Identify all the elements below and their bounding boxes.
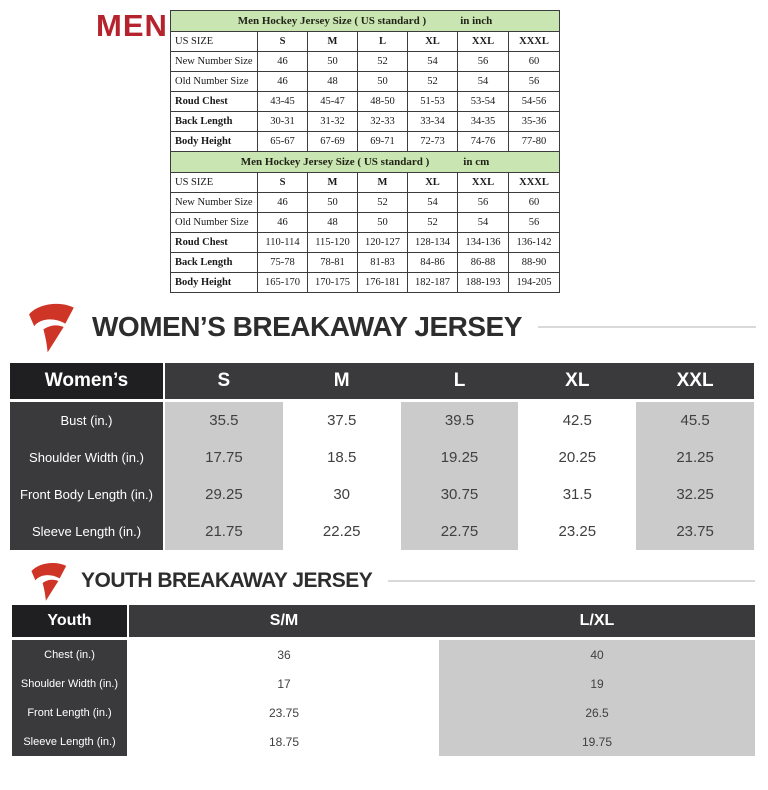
men-table-header [171, 152, 560, 173]
measurement-value: 39.5 [401, 402, 519, 439]
measurement-value: 17.75 [165, 439, 283, 476]
men-table-row [171, 213, 560, 233]
measurement-value: 30 [283, 476, 401, 513]
measurement-value: 74-76 [458, 132, 509, 152]
youth-size-table [12, 605, 755, 756]
measurement-value: 50 [308, 193, 358, 213]
measurement-value: 52 [408, 213, 458, 233]
women-section-header [24, 298, 756, 356]
size-column-header: L [401, 363, 519, 402]
size-column-header: XL [518, 363, 636, 402]
size-column-header: M [283, 363, 401, 402]
measurement-value: 45.5 [636, 402, 754, 439]
row-label: Front Length (in.) [12, 698, 129, 727]
row-label: Front Body Length (in.) [10, 476, 165, 513]
measurement-value: 48-50 [358, 92, 408, 112]
measurement-value: 40 [439, 640, 755, 669]
measurement-value: 37.5 [283, 402, 401, 439]
measurement-value: 20.25 [518, 439, 636, 476]
measurement-value: 33-34 [408, 112, 458, 132]
row-label: Old Number Size [171, 72, 258, 92]
measurement-value: 48 [308, 72, 358, 92]
measurement-value: 182-187 [408, 273, 458, 293]
size-column-header: XXL [458, 173, 509, 193]
men-table-row [171, 52, 560, 72]
men-table-row [171, 193, 560, 213]
measurement-value: 23.25 [518, 513, 636, 550]
row-label: Bust (in.) [10, 402, 165, 439]
row-label: Body Height [171, 273, 258, 293]
measurement-value: 23.75 [636, 513, 754, 550]
brand-flag-logo-icon [24, 300, 78, 354]
measurement-value: 75-78 [258, 253, 308, 273]
measurement-value: 18.5 [283, 439, 401, 476]
size-column-header: XXL [636, 363, 754, 402]
measurement-value: 19 [439, 669, 755, 698]
size-column-header: M [308, 173, 358, 193]
measurement-value: 84-86 [408, 253, 458, 273]
size-column-header: L/XL [439, 605, 755, 640]
size-column-header: XXXL [509, 173, 560, 193]
row-label: Body Height [171, 132, 258, 152]
row-label: Back Length [171, 112, 258, 132]
measurement-value: 19.25 [401, 439, 519, 476]
measurement-value: 115-120 [308, 233, 358, 253]
size-column-header: S [258, 32, 308, 52]
row-label: Sleeve Length (in.) [10, 513, 165, 550]
measurement-value: 29.25 [165, 476, 283, 513]
row-label: Shoulder Width (in.) [10, 439, 165, 476]
measurement-value: 69-71 [358, 132, 408, 152]
measurement-value: 48 [308, 213, 358, 233]
measurement-value: 43-45 [258, 92, 308, 112]
measurement-value: 54 [408, 193, 458, 213]
measurement-value: 88-90 [509, 253, 560, 273]
measurement-value: 18.75 [129, 727, 439, 756]
measurement-value: 50 [358, 213, 408, 233]
measurement-value: 78-81 [308, 253, 358, 273]
measurement-value: 36 [129, 640, 439, 669]
measurement-value: 77-80 [509, 132, 560, 152]
measurement-value: 56 [509, 72, 560, 92]
measurement-value: 52 [358, 52, 408, 72]
measurement-value: 21.75 [165, 513, 283, 550]
men-table-header-title: Men Hockey Jersey Size ( US standard ) [237, 15, 427, 27]
measurement-value: 35.5 [165, 402, 283, 439]
row-label: Old Number Size [171, 213, 258, 233]
size-column-header: S [258, 173, 308, 193]
measurement-value: 42.5 [518, 402, 636, 439]
size-column-header: M [308, 32, 358, 52]
measurement-value: 46 [258, 52, 308, 72]
measurement-value: 26.5 [439, 698, 755, 727]
measurement-value: 81-83 [358, 253, 408, 273]
measurement-value: 86-88 [458, 253, 509, 273]
measurement-value: 54 [408, 52, 458, 72]
measurement-value: 22.25 [283, 513, 401, 550]
measurement-value: 52 [358, 193, 408, 213]
men-table-header-title: Men Hockey Jersey Size ( US standard ) [240, 156, 430, 168]
measurement-value: 30-31 [258, 112, 308, 132]
measurement-value: 54 [458, 72, 509, 92]
measurement-value: 165-170 [258, 273, 308, 293]
women-corner-header: Women’s [10, 363, 165, 402]
row-label: Roud Chest [171, 233, 258, 253]
measurement-value: 46 [258, 193, 308, 213]
measurement-value: 31.5 [518, 476, 636, 513]
size-column-header: XL [408, 32, 458, 52]
men-table-header-row [171, 152, 560, 173]
men-table-row [171, 273, 560, 293]
row-label: Shoulder Width (in.) [12, 669, 129, 698]
measurement-value: 31-32 [308, 112, 358, 132]
row-label: New Number Size [171, 193, 258, 213]
measurement-value: 46 [258, 72, 308, 92]
measurement-value: 60 [509, 52, 560, 72]
men-table-row [171, 92, 560, 112]
men-size-table [170, 10, 560, 293]
men-table-header-unit: in inch [460, 15, 493, 27]
measurement-value: 56 [458, 52, 509, 72]
men-table-row [171, 233, 560, 253]
measurement-value: 23.75 [129, 698, 439, 727]
measurement-value: 53-54 [458, 92, 509, 112]
measurement-value: 45-47 [308, 92, 358, 112]
men-table-header-unit: in cm [463, 156, 490, 168]
measurement-value: 56 [458, 193, 509, 213]
size-column-header: S/M [129, 605, 439, 640]
measurement-value: 52 [408, 72, 458, 92]
youth-section-header [28, 558, 755, 604]
men-size-header-row [171, 173, 560, 193]
size-column-header: L [358, 32, 408, 52]
size-column-header: XL [408, 173, 458, 193]
measurement-value: 194-205 [509, 273, 560, 293]
measurement-value: 32.25 [636, 476, 754, 513]
measurement-value: 170-175 [308, 273, 358, 293]
men-size-header-row [171, 32, 560, 52]
men-section-title: MEN [96, 8, 168, 43]
row-label: Back Length [171, 253, 258, 273]
men-table-row [171, 132, 560, 152]
measurement-value: 134-136 [458, 233, 509, 253]
measurement-value: 34-35 [458, 112, 509, 132]
measurement-value: 54 [458, 213, 509, 233]
measurement-value: 51-53 [408, 92, 458, 112]
measurement-value: 21.25 [636, 439, 754, 476]
size-column-header: XXL [458, 32, 509, 52]
measurement-value: 60 [509, 193, 560, 213]
measurement-value: 17 [129, 669, 439, 698]
size-column-header: S [165, 363, 283, 402]
measurement-value: 50 [308, 52, 358, 72]
men-table-body [171, 11, 560, 293]
measurement-value: 56 [509, 213, 560, 233]
brand-flag-logo-icon [28, 560, 69, 602]
women-size-table [10, 363, 754, 550]
measurement-value: 128-134 [408, 233, 458, 253]
men-table-row [171, 112, 560, 132]
men-table-header [171, 11, 560, 32]
measurement-value: 120-127 [358, 233, 408, 253]
measurement-value: 176-181 [358, 273, 408, 293]
measurement-value: 54-56 [509, 92, 560, 112]
measurement-value: 65-67 [258, 132, 308, 152]
measurement-value: 30.75 [401, 476, 519, 513]
measurement-value: 67-69 [308, 132, 358, 152]
row-label: New Number Size [171, 52, 258, 72]
us-size-label: US SIZE [171, 32, 258, 52]
divider-line [388, 580, 755, 582]
measurement-value: 188-193 [458, 273, 509, 293]
youth-section-title: YOUTH BREAKAWAY JERSEY [81, 569, 373, 592]
men-table-row [171, 253, 560, 273]
youth-corner-header: Youth [12, 605, 129, 640]
measurement-value: 22.75 [401, 513, 519, 550]
measurement-value: 19.75 [439, 727, 755, 756]
measurement-value: 50 [358, 72, 408, 92]
size-column-header: XXXL [509, 32, 560, 52]
men-table-row [171, 72, 560, 92]
row-label: Chest (in.) [12, 640, 129, 669]
row-label: Sleeve Length (in.) [12, 727, 129, 756]
measurement-value: 35-36 [509, 112, 560, 132]
measurement-value: 72-73 [408, 132, 458, 152]
us-size-label: US SIZE [171, 173, 258, 193]
men-table-header-row [171, 11, 560, 32]
women-section-title: WOMEN’S BREAKAWAY JERSEY [92, 311, 522, 342]
measurement-value: 110-114 [258, 233, 308, 253]
measurement-value: 46 [258, 213, 308, 233]
size-column-header: M [358, 173, 408, 193]
divider-line [538, 326, 756, 328]
measurement-value: 136-142 [509, 233, 560, 253]
measurement-value: 32-33 [358, 112, 408, 132]
row-label: Roud Chest [171, 92, 258, 112]
